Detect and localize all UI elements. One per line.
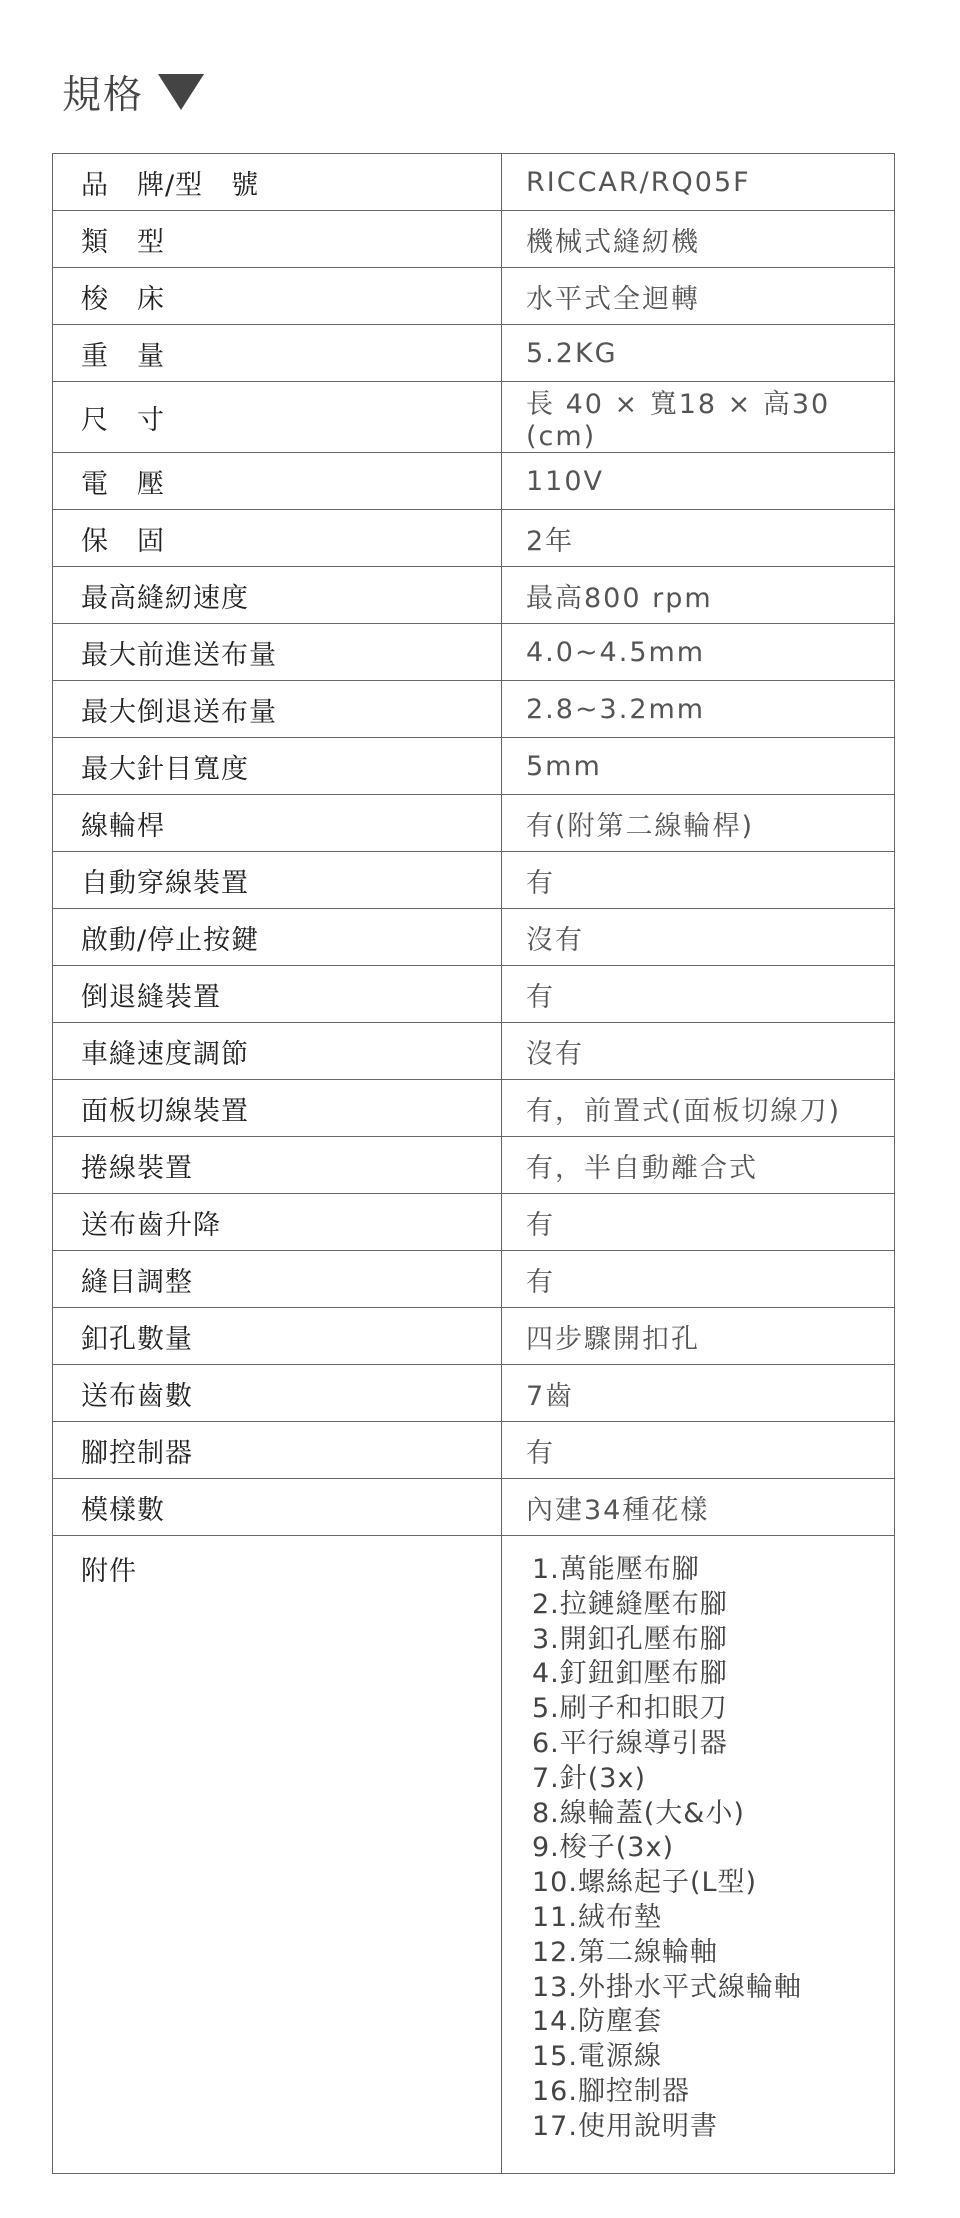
spec-row [53, 1365, 895, 1422]
spec-value: 4.0~4.5mm [502, 624, 895, 681]
accessories-value [502, 1536, 895, 2174]
spec-row [53, 1137, 895, 1194]
spec-row [53, 738, 895, 795]
spec-label: 自動穿線裝置 [53, 852, 502, 909]
spec-label: 最大針目寬度 [53, 738, 502, 795]
spec-label: 重 量 [53, 325, 502, 382]
spec-row [53, 510, 895, 567]
spec-row [53, 1308, 895, 1365]
spec-value: 5mm [502, 738, 895, 795]
spec-table [52, 153, 895, 2174]
spec-label: 縫目調整 [53, 1251, 502, 1308]
spec-value: 2年 [502, 510, 895, 567]
spec-label: 送布齒數 [53, 1365, 502, 1422]
spec-label: 保 固 [53, 510, 502, 567]
accessory-item: 16.腳控制器 [532, 2075, 690, 2107]
spec-row [53, 909, 895, 966]
spec-label: 倒退縫裝置 [53, 966, 502, 1023]
spec-row [53, 681, 895, 738]
accessory-item: 11.絨布墊 [532, 1901, 662, 1933]
accessory-item: 7.針(3x) [532, 1762, 646, 1794]
spec-row [53, 966, 895, 1023]
spec-row [53, 382, 895, 453]
accessory-item: 10.螺絲起子(L型) [532, 1867, 758, 1899]
spec-value: 有 [502, 1251, 895, 1308]
accessory-item: 17.使用說明書 [532, 2110, 718, 2142]
spec-value: 長 40 × 寬18 × 高30 (cm) [502, 382, 895, 453]
spec-table-body [53, 154, 895, 2174]
spec-value: 有 [502, 1422, 895, 1479]
spec-label: 品 牌/型 號 [53, 154, 502, 211]
spec-value: 有，前置式(面板切線刀) [502, 1080, 895, 1137]
spec-value: 有 [502, 966, 895, 1023]
spec-row [53, 1479, 895, 1536]
accessory-item: 4.釘鈕釦壓布腳 [532, 1658, 728, 1690]
accessory-item: 13.外掛水平式線輪軸 [532, 1971, 802, 2003]
spec-label: 面板切線裝置 [53, 1080, 502, 1137]
spec-label: 線輪桿 [53, 795, 502, 852]
spec-label: 啟動/停止按鍵 [53, 909, 502, 966]
spec-value: 最高800 rpm [502, 567, 895, 624]
accessory-item: 14.防塵套 [532, 2006, 662, 2038]
accessory-item: 8.線輪蓋(大&小) [532, 1797, 745, 1829]
spec-value: 2.8~3.2mm [502, 681, 895, 738]
accessory-item: 15.電源線 [532, 2041, 662, 2073]
spec-label: 車縫速度調節 [53, 1023, 502, 1080]
spec-value: 沒有 [502, 1023, 895, 1080]
spec-value: 有 [502, 1194, 895, 1251]
spec-value: 四步驟開扣孔 [502, 1308, 895, 1365]
accessories-label: 附件 [53, 1536, 502, 2174]
spec-row [53, 1194, 895, 1251]
spec-label: 最大倒退送布量 [53, 681, 502, 738]
spec-row [53, 1422, 895, 1479]
spec-label: 模樣數 [53, 1479, 502, 1536]
spec-label: 捲線裝置 [53, 1137, 502, 1194]
accessory-item: 6.平行線導引器 [532, 1727, 728, 1759]
spec-value: 機械式縫紉機 [502, 211, 895, 268]
spec-value: 110V [502, 453, 895, 510]
spec-value: 5.2KG [502, 325, 895, 382]
spec-row [53, 154, 895, 211]
spec-value: 有 [502, 852, 895, 909]
spec-label: 電 壓 [53, 453, 502, 510]
spec-row [53, 624, 895, 681]
spec-row [53, 795, 895, 852]
spec-row [53, 1080, 895, 1137]
spec-value: 沒有 [502, 909, 895, 966]
spec-row [53, 211, 895, 268]
spec-label: 腳控制器 [53, 1422, 502, 1479]
spec-label: 尺 寸 [53, 382, 502, 453]
spec-label: 類 型 [53, 211, 502, 268]
spec-value: 水平式全迴轉 [502, 268, 895, 325]
spec-label: 最高縫紉速度 [53, 567, 502, 624]
spec-label: 梭 床 [53, 268, 502, 325]
spec-label: 釦孔數量 [53, 1308, 502, 1365]
spec-label: 送布齒升降 [53, 1194, 502, 1251]
spec-row [53, 453, 895, 510]
accessories-row [53, 1536, 895, 2174]
spec-value: 內建34種花樣 [502, 1479, 895, 1536]
accessory-item: 9.梭子(3x) [532, 1832, 674, 1864]
spec-row [53, 852, 895, 909]
triangle-down-icon [158, 74, 204, 110]
accessory-item: 5.刷子和扣眼刀 [532, 1693, 728, 1725]
spec-row [53, 1023, 895, 1080]
accessory-item: 1.萬能壓布腳 [532, 1554, 700, 1585]
accessories-list [532, 1553, 894, 2145]
spec-row [53, 567, 895, 624]
spec-heading [62, 62, 204, 122]
spec-row [53, 1251, 895, 1308]
accessory-item: 12.第二線輪軸 [532, 1936, 718, 1968]
accessory-item: 3.開釦孔壓布腳 [532, 1623, 728, 1655]
spec-row [53, 325, 895, 382]
spec-heading-text: 規格 [62, 73, 145, 118]
spec-label: 最大前進送布量 [53, 624, 502, 681]
spec-value: RICCAR/RQ05F [502, 154, 895, 211]
spec-row [53, 268, 895, 325]
spec-value: 有，半自動離合式 [502, 1137, 895, 1194]
accessory-item: 2.拉鏈縫壓布腳 [532, 1588, 728, 1620]
spec-value: 有(附第二線輪桿) [502, 795, 895, 852]
spec-value: 7齒 [502, 1365, 895, 1422]
